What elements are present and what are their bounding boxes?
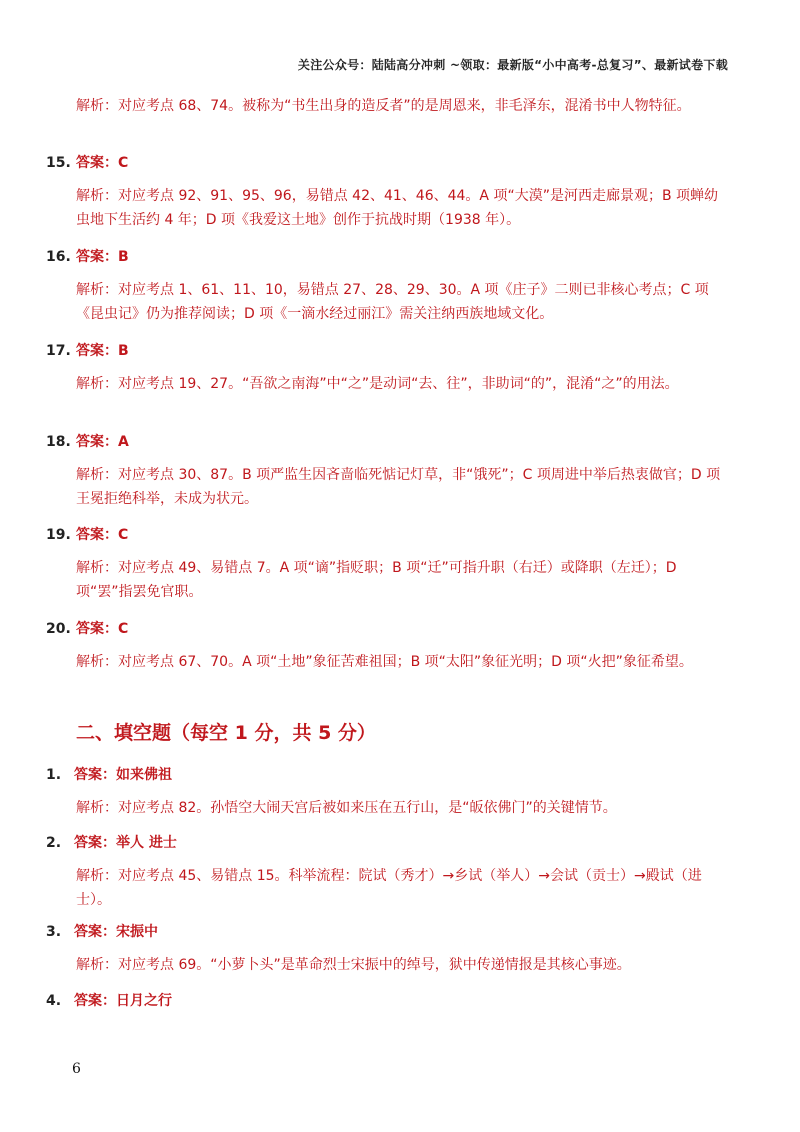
- answer-value: 宋振中: [116, 924, 158, 940]
- answer-label: 答案：: [76, 155, 118, 171]
- fill-answer-line-4: [46, 990, 172, 1010]
- question-number: 15.: [46, 155, 71, 171]
- answer-value: C: [118, 155, 129, 171]
- answer-line-16: [46, 246, 129, 266]
- question-number: 3.: [46, 924, 62, 940]
- answer-label: 答案：: [76, 621, 118, 637]
- answer-line-19: [46, 524, 128, 544]
- question-number: 20.: [46, 621, 71, 637]
- answer-value: 日月之行: [116, 993, 172, 1009]
- answer-label: 答案：: [74, 924, 116, 940]
- explanation-16: 解析：对应考点 1、61、11、10，易错点 27、28、29、30。A 项《庄子》二则已非核心考点；C 项《昆虫记》仍为推荐阅读；D 项《一滴水经过丽江》需关注纳西族地域文化。: [76, 282, 709, 322]
- answer-value: 举人 进士: [116, 835, 177, 851]
- answer-label: 答案：: [74, 767, 116, 783]
- answer-label: 答案：: [74, 835, 116, 851]
- page-header: 关注公众号：陆陆高分冲刺 ~领取：最新版“小中高考-总复习”、最新试卷下载: [297, 58, 728, 72]
- answer-label: 答案：: [76, 434, 118, 450]
- page-number: 6: [72, 1061, 81, 1077]
- question-number: 16.: [46, 249, 71, 265]
- fill-explanation-2: 解析：对应考点 45、易错点 15。科举流程：院试（秀才）→乡试（举人）→会试（贡士）→殿试（进士）。: [76, 868, 702, 908]
- explanation-18: 解析：对应考点 30、87。B 项严监生因吝啬临死惦记灯草，非“饿死”；C 项周进中举后热衷做官；D 项王冕拒绝科举，未成为状元。: [76, 467, 721, 507]
- explanation-14: 解析：对应考点 68、74。被称为“书生出身的造反者”的是周恩来，非毛泽东，混淆书中人物特征。: [76, 98, 691, 114]
- answer-label: 答案：: [76, 527, 118, 543]
- answer-label: 答案：: [76, 249, 118, 265]
- answer-value: C: [118, 527, 129, 543]
- answer-value: 如来佛祖: [116, 767, 172, 783]
- answer-value: B: [118, 249, 129, 265]
- answer-value: C: [118, 621, 129, 637]
- answer-value: A: [118, 434, 129, 450]
- question-number: 4.: [46, 993, 62, 1009]
- section-title: 二、填空题（每空 1 分，共 5 分）: [76, 722, 376, 744]
- fill-answer-line-3: [46, 921, 158, 941]
- answer-line-17: [46, 340, 129, 360]
- question-number: 1.: [46, 767, 62, 783]
- fill-answer-line-1: [46, 764, 172, 784]
- explanation-17: 解析：对应考点 19、27。“吾欲之南海”中“之”是动词“去、往”，非助词“的”，混淆“之”的用法。: [76, 376, 679, 392]
- fill-answer-line-2: [46, 832, 177, 852]
- fill-explanation-1: 解析：对应考点 82。孙悟空大闹天宫后被如来压在五行山，是“皈依佛门”的关键情节。: [76, 800, 617, 816]
- explanation-20: 解析：对应考点 67、70。A 项“土地”象征苦难祖国；B 项“太阳”象征光明；D 项“火把”象征希望。: [76, 654, 693, 670]
- answer-label: 答案：: [76, 343, 118, 359]
- answer-line-20: [46, 618, 128, 638]
- answer-value: B: [118, 343, 129, 359]
- answer-label: 答案：: [74, 993, 116, 1009]
- answer-line-18: [46, 431, 129, 451]
- answer-line-15: [46, 152, 128, 172]
- question-number: 18.: [46, 434, 71, 450]
- explanation-19: 解析：对应考点 49、易错点 7。A 项“谪”指贬职；B 项“迁”可指升职（右迁）或降职（左迁）；D 项“罢”指罢免官职。: [76, 560, 677, 600]
- question-number: 2.: [46, 835, 62, 851]
- question-number: 17.: [46, 343, 71, 359]
- question-number: 19.: [46, 527, 71, 543]
- fill-explanation-3: 解析：对应考点 69。“小萝卜头”是革命烈士宋振中的绰号，狱中传递情报是其核心事迹。: [76, 957, 631, 973]
- explanation-15: 解析：对应考点 92、91、95、96，易错点 42、41、46、44。A 项“大漠”是河西走廊景观；B 项蝉幼虫地下生活约 4 年；D 项《我爱这土地》创作于抗战时期（1938 年）。: [76, 188, 719, 228]
